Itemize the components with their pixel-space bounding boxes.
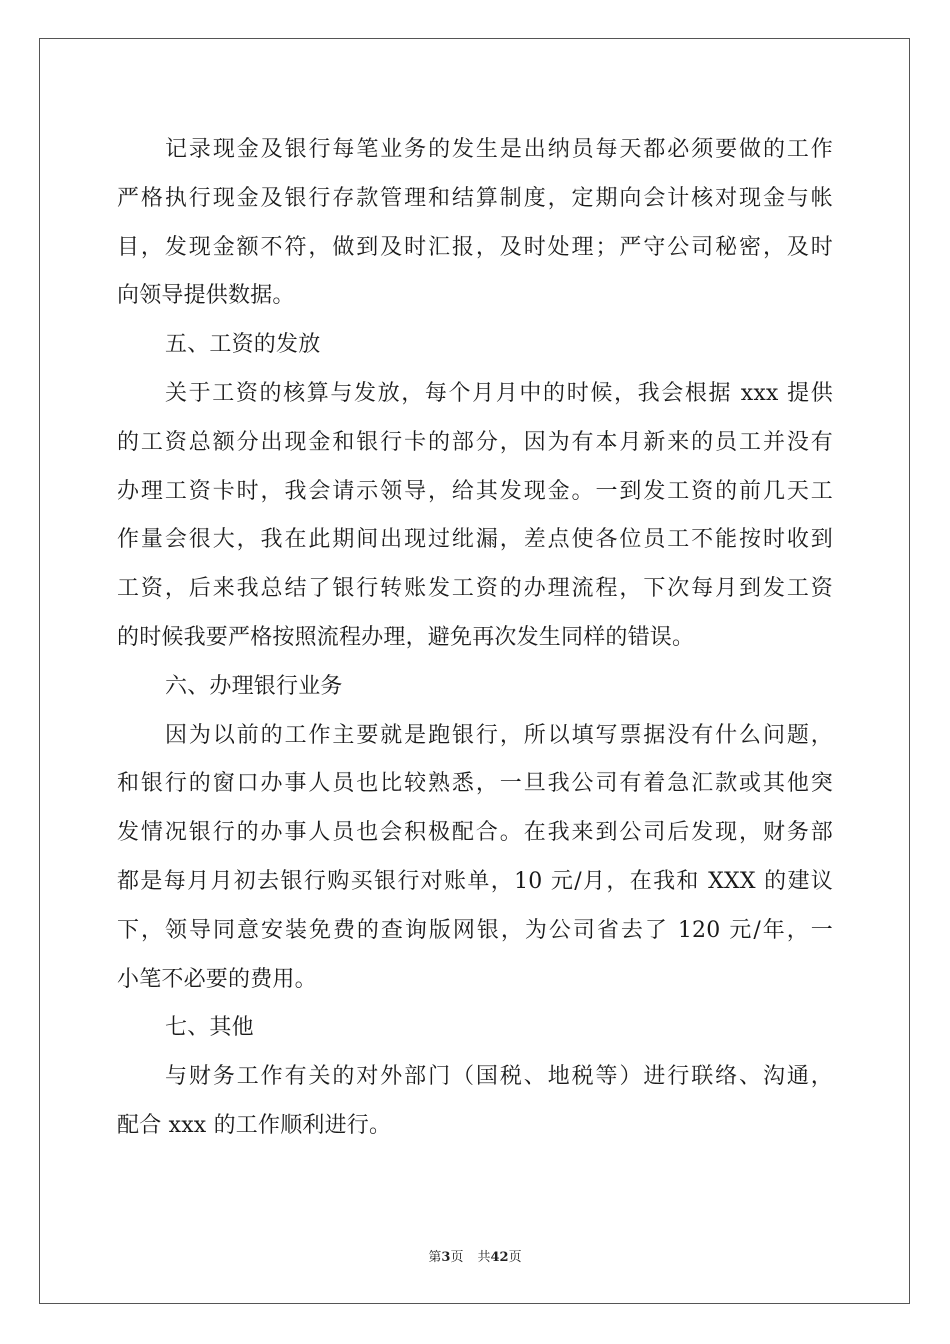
page-footer <box>0 1246 950 1265</box>
text-line: 小笔不必要的费用。 <box>117 966 317 992</box>
text-line: 的时候我要严格按照流程办理，避免再次发生同样的错误。 <box>117 624 695 650</box>
footer-total-prefix: 共 <box>477 1250 491 1265</box>
text-line: 的工资总额分出现金和银行卡的部分，因为有本月新来的员工并没有 <box>117 429 833 455</box>
text-line: 和银行的窗口办事人员也比较熟悉，一旦我公司有着急汇款或其他突 <box>117 771 833 797</box>
text-line: 目，发现金额不符，做到及时汇报，及时处理；严守公司秘密，及时 <box>117 234 833 260</box>
footer-page-number: 3 <box>441 1250 451 1265</box>
text-line: 都是每月月初去银行购买银行对账单，10 元/月，在我和 XXX 的建议 <box>117 868 833 894</box>
footer-total-suffix: 页 <box>508 1250 522 1265</box>
text-line: 发情况银行的办事人员也会积极配合。在我来到公司后发现，财务部 <box>117 820 833 846</box>
footer-page-prefix: 第 <box>428 1250 442 1265</box>
text-line: 作量会很大，我在此期间出现过纰漏，差点使各位员工不能按时收到 <box>117 527 833 553</box>
text-line: 七、其他 <box>165 1015 254 1041</box>
text-line: 记录现金及银行每笔业务的发生是出纳员每天都必须要做的工作 <box>165 137 833 162</box>
text-line: 因为以前的工作主要就是跑银行，所以填写票据没有什么问题， <box>165 722 833 748</box>
document-body <box>117 126 833 1151</box>
text-line: 办理工资卡时，我会请示领导，给其发现金。一到发工资的前几天工 <box>117 478 833 504</box>
text-line: 配合 xxx 的工作顺利进行。 <box>117 1112 392 1138</box>
footer-page-suffix: 页 <box>450 1250 464 1265</box>
footer-total-pages: 42 <box>490 1250 509 1265</box>
text-line: 下，领导同意安装免费的查询版网银，为公司省去了 120 元/年，一 <box>117 917 833 943</box>
text-line: 向领导提供数据。 <box>117 283 295 309</box>
text-line: 工资，后来我总结了银行转账发工资的办理流程，下次每月到发工资 <box>117 576 833 602</box>
text-line: 五、工资的发放 <box>165 332 321 358</box>
text-line: 严格执行现金及银行存款管理和结算制度，定期向会计核对现金与帐 <box>117 185 833 211</box>
text-line: 与财务工作有关的对外部门（国税、地税等）进行联络、沟通， <box>165 1064 833 1090</box>
text-line: 六、办理银行业务 <box>165 673 343 699</box>
text-line: 关于工资的核算与发放，每个月月中的时候，我会根据 xxx 提供 <box>165 380 833 406</box>
